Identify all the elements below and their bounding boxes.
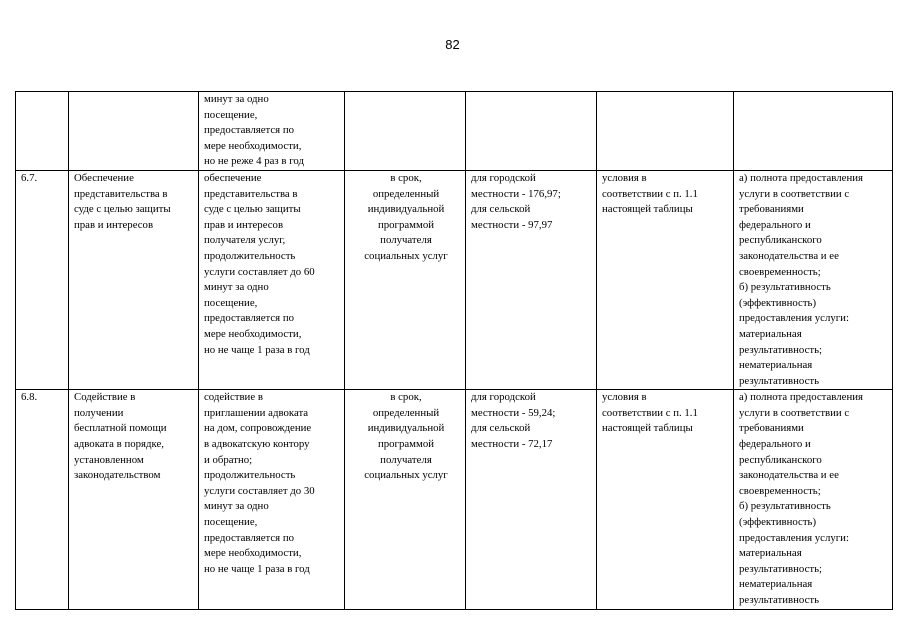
cell-conditions [597,92,734,171]
cell-service-name: Содействие в получении бесплатной помощи адвоката в порядке, установленном законодательством [69,390,199,609]
cell-service-name [69,92,199,171]
cell-service-description: обеспечение представительства в суде с целью защиты прав и интересов получателя услуг, продолжительность услуги составляет до 60 минут за одно посещение, предоставляется по мере необходимости, но не чаще 1 раза в год [199,170,345,389]
table-row [16,92,893,171]
cell-quality-indicators: а) полнота предоставления услуги в соответствии с требованиями федерального и республиканского законодательства и ее своевременность; б) результативность (эффективность) предоставления услуги: материальная результативность; нематериальная результативность [734,390,893,609]
table-row [16,170,893,389]
cell-cost [466,92,597,171]
cell-quality-indicators: а) полнота предоставления услуги в соответствии с требованиями федерального и республиканского законодательства и ее своевременность; б) результативность (эффективность) предоставления услуги: материальная результативность; нематериальная результативность [734,170,893,389]
cell-quality-indicators [734,92,893,171]
cell-conditions: условия в соответствии с п. 1.1 настоящей таблицы [597,390,734,609]
cell-number: 6.8. [16,390,69,609]
page-number: 82 [445,37,460,52]
cell-number [16,92,69,171]
table-row [16,390,893,609]
cell-number: 6.7. [16,170,69,389]
cell-conditions: условия в соответствии с п. 1.1 настоящей таблицы [597,170,734,389]
services-table [15,91,893,610]
cell-service-description: содействие в приглашении адвоката на дом, сопровождение в адвокатскую контору и обратно; продолжительность услуги составляет до 30 минут за одно посещение, предоставляется по мере необходимости, но не чаще 1 раза в год [199,390,345,609]
cell-cost: для городской местности - 176,97; для сельской местности - 97,97 [466,170,597,389]
cell-cost: для городской местности - 59,24; для сельской местности - 72,17 [466,390,597,609]
cell-service-description: минут за одно посещение, предоставляется по мере необходимости, но не реже 4 раз в год [199,92,345,171]
cell-service-name: Обеспечение представительства в суде с целью защиты прав и интересов [69,170,199,389]
cell-term [345,92,466,171]
cell-term: в срок, определенный индивидуальной программой получателя социальных услуг [345,390,466,609]
cell-term: в срок, определенный индивидуальной программой получателя социальных услуг [345,170,466,389]
